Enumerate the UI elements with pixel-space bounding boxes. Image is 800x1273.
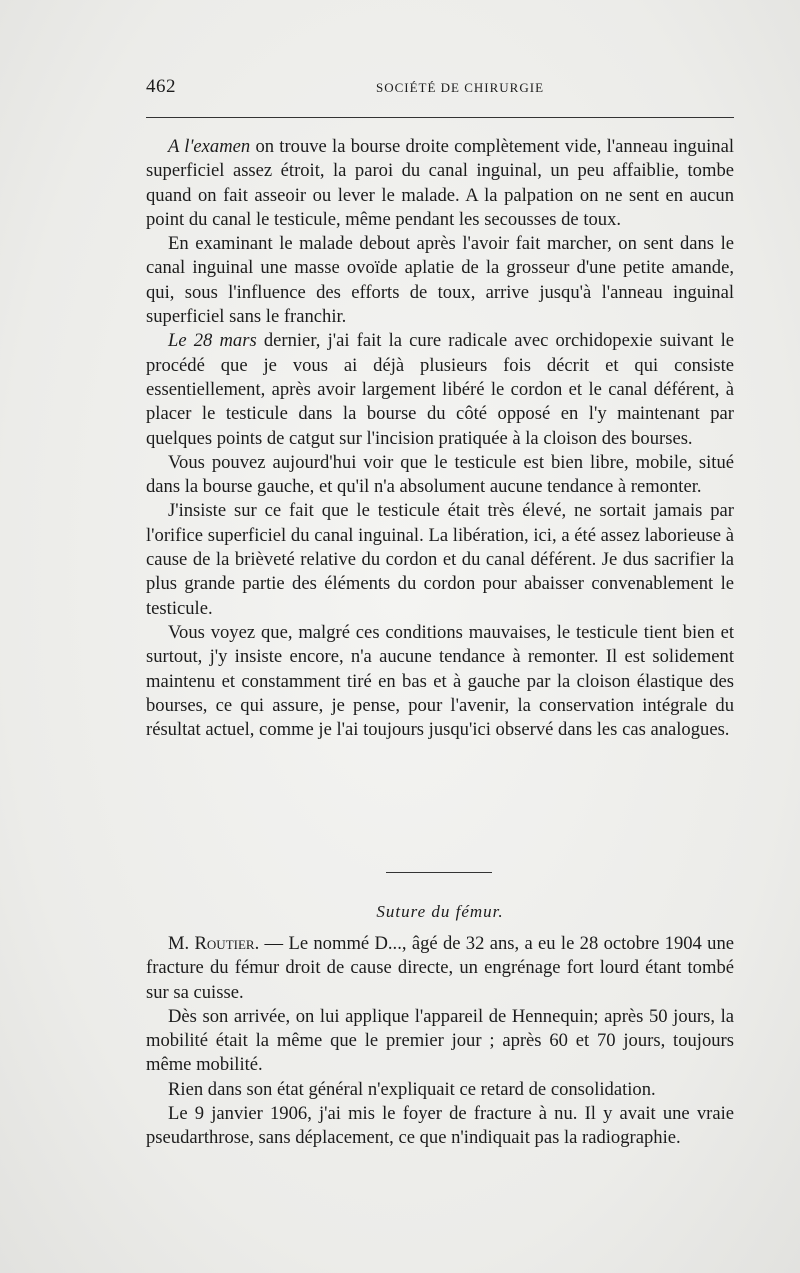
section-divider (386, 872, 492, 873)
paragraph: En examinant le malade debout après l'avoir fait marcher, on sent dans le canal inguinal une masse ovoïde aplatie de la grosseur d'une petite amande, qui, sous l'influence des efforts de toux, arrive jusqu'à l'anneau inguinal superficiel sans le franchir. (146, 233, 734, 328)
body-text (146, 135, 734, 742)
paragraph: Vous voyez que, malgré ces conditions mauvaises, le testicule tient bien et surtout, j'y insiste encore, n'a aucune tendance à remonter. Il est solidement maintenu et constamment tiré en bas et à gauche par la cloison élastique des bourses, ce qui assure, je pense, pour l'avenir, la conservation intégrale du résultat actuel, comme je l'ai toujours jusqu'ici observé dans les cas analogues. (146, 621, 734, 741)
page-number: 462 (146, 76, 176, 97)
header-rule (146, 117, 734, 118)
section-text (146, 932, 734, 1151)
page-header (146, 76, 734, 100)
paragraph (146, 932, 734, 1005)
paragraph-emphasis: Le 28 mars (168, 330, 257, 352)
paragraph: Le 9 janvier 1906, j'ai mis le foyer de fracture à nu. Il y avait une vraie pseudarthrose, sans déplacement, ce que n'indiquait pas la radiographie. (146, 1103, 734, 1149)
paragraph: Dès son arrivée, on lui applique l'appareil de Hennequin; après 50 jours, la mobilité était la même que le premier jour ; après 60 et 70 jours, toujours même mobilité. (146, 1005, 734, 1076)
paragraph (146, 329, 734, 450)
paragraph-emphasis: A l'examen (168, 136, 251, 157)
paragraph-text: on trouve la bourse droite complètement vide, l'anneau inguinal superficiel assez étroit, la paroi du canal inguinal, un peu affaiblie, tombe quand on fait asseoir ou lever le malade. A la palpation on ne sent en aucun point du canal le testicule, même pendant les secousses de toux. (146, 136, 734, 230)
paragraph-text: dernier, j'ai fait la cure radicale avec orchidopexie suivant le procédé que je vous ai déjà plusieurs fois décrit et qui consiste essentiellement, après avoir largement libéré le cordon et le canal déférent, à placer le testicule dans la bourse du côté opposé en l'y maintenant par quelques points de catgut sur l'incision pratiquée à la cloison des bourses. (146, 330, 734, 449)
speaker-name: Routier (194, 933, 255, 954)
paragraph-text: . — Le nommé D..., âgé de 32 ans, a eu le 28 octobre 1904 une fracture du fémur droit de cause directe, un engrénage fort lourd étant tombé sur sa cuisse. (146, 933, 734, 1003)
running-title: SOCIÉTÉ DE CHIRURGIE (375, 80, 545, 95)
paragraph: Vous pouvez aujourd'hui voir que le testicule est bien libre, mobile, situé dans la bourse gauche, et qu'il n'a absolument aucune tendance à remonter. (146, 451, 734, 498)
speaker-prefix: M. (168, 933, 195, 954)
paragraph: Rien dans son état général n'expliquait ce retard de consolidation. (168, 1078, 656, 1100)
section-title: Suture du fémur. (376, 902, 504, 921)
paragraph: J'insiste sur ce fait que le testicule était très élevé, ne sortait jamais par l'orifice superficiel du canal inguinal. La libération, ici, a été assez laborieuse à cause de la brièveté relative du cordon et du canal déférent. Je dus sacrifier la plus grande partie des éléments du cordon pour abaisser convenablement le testicule. (146, 500, 734, 619)
paragraph (146, 135, 734, 232)
